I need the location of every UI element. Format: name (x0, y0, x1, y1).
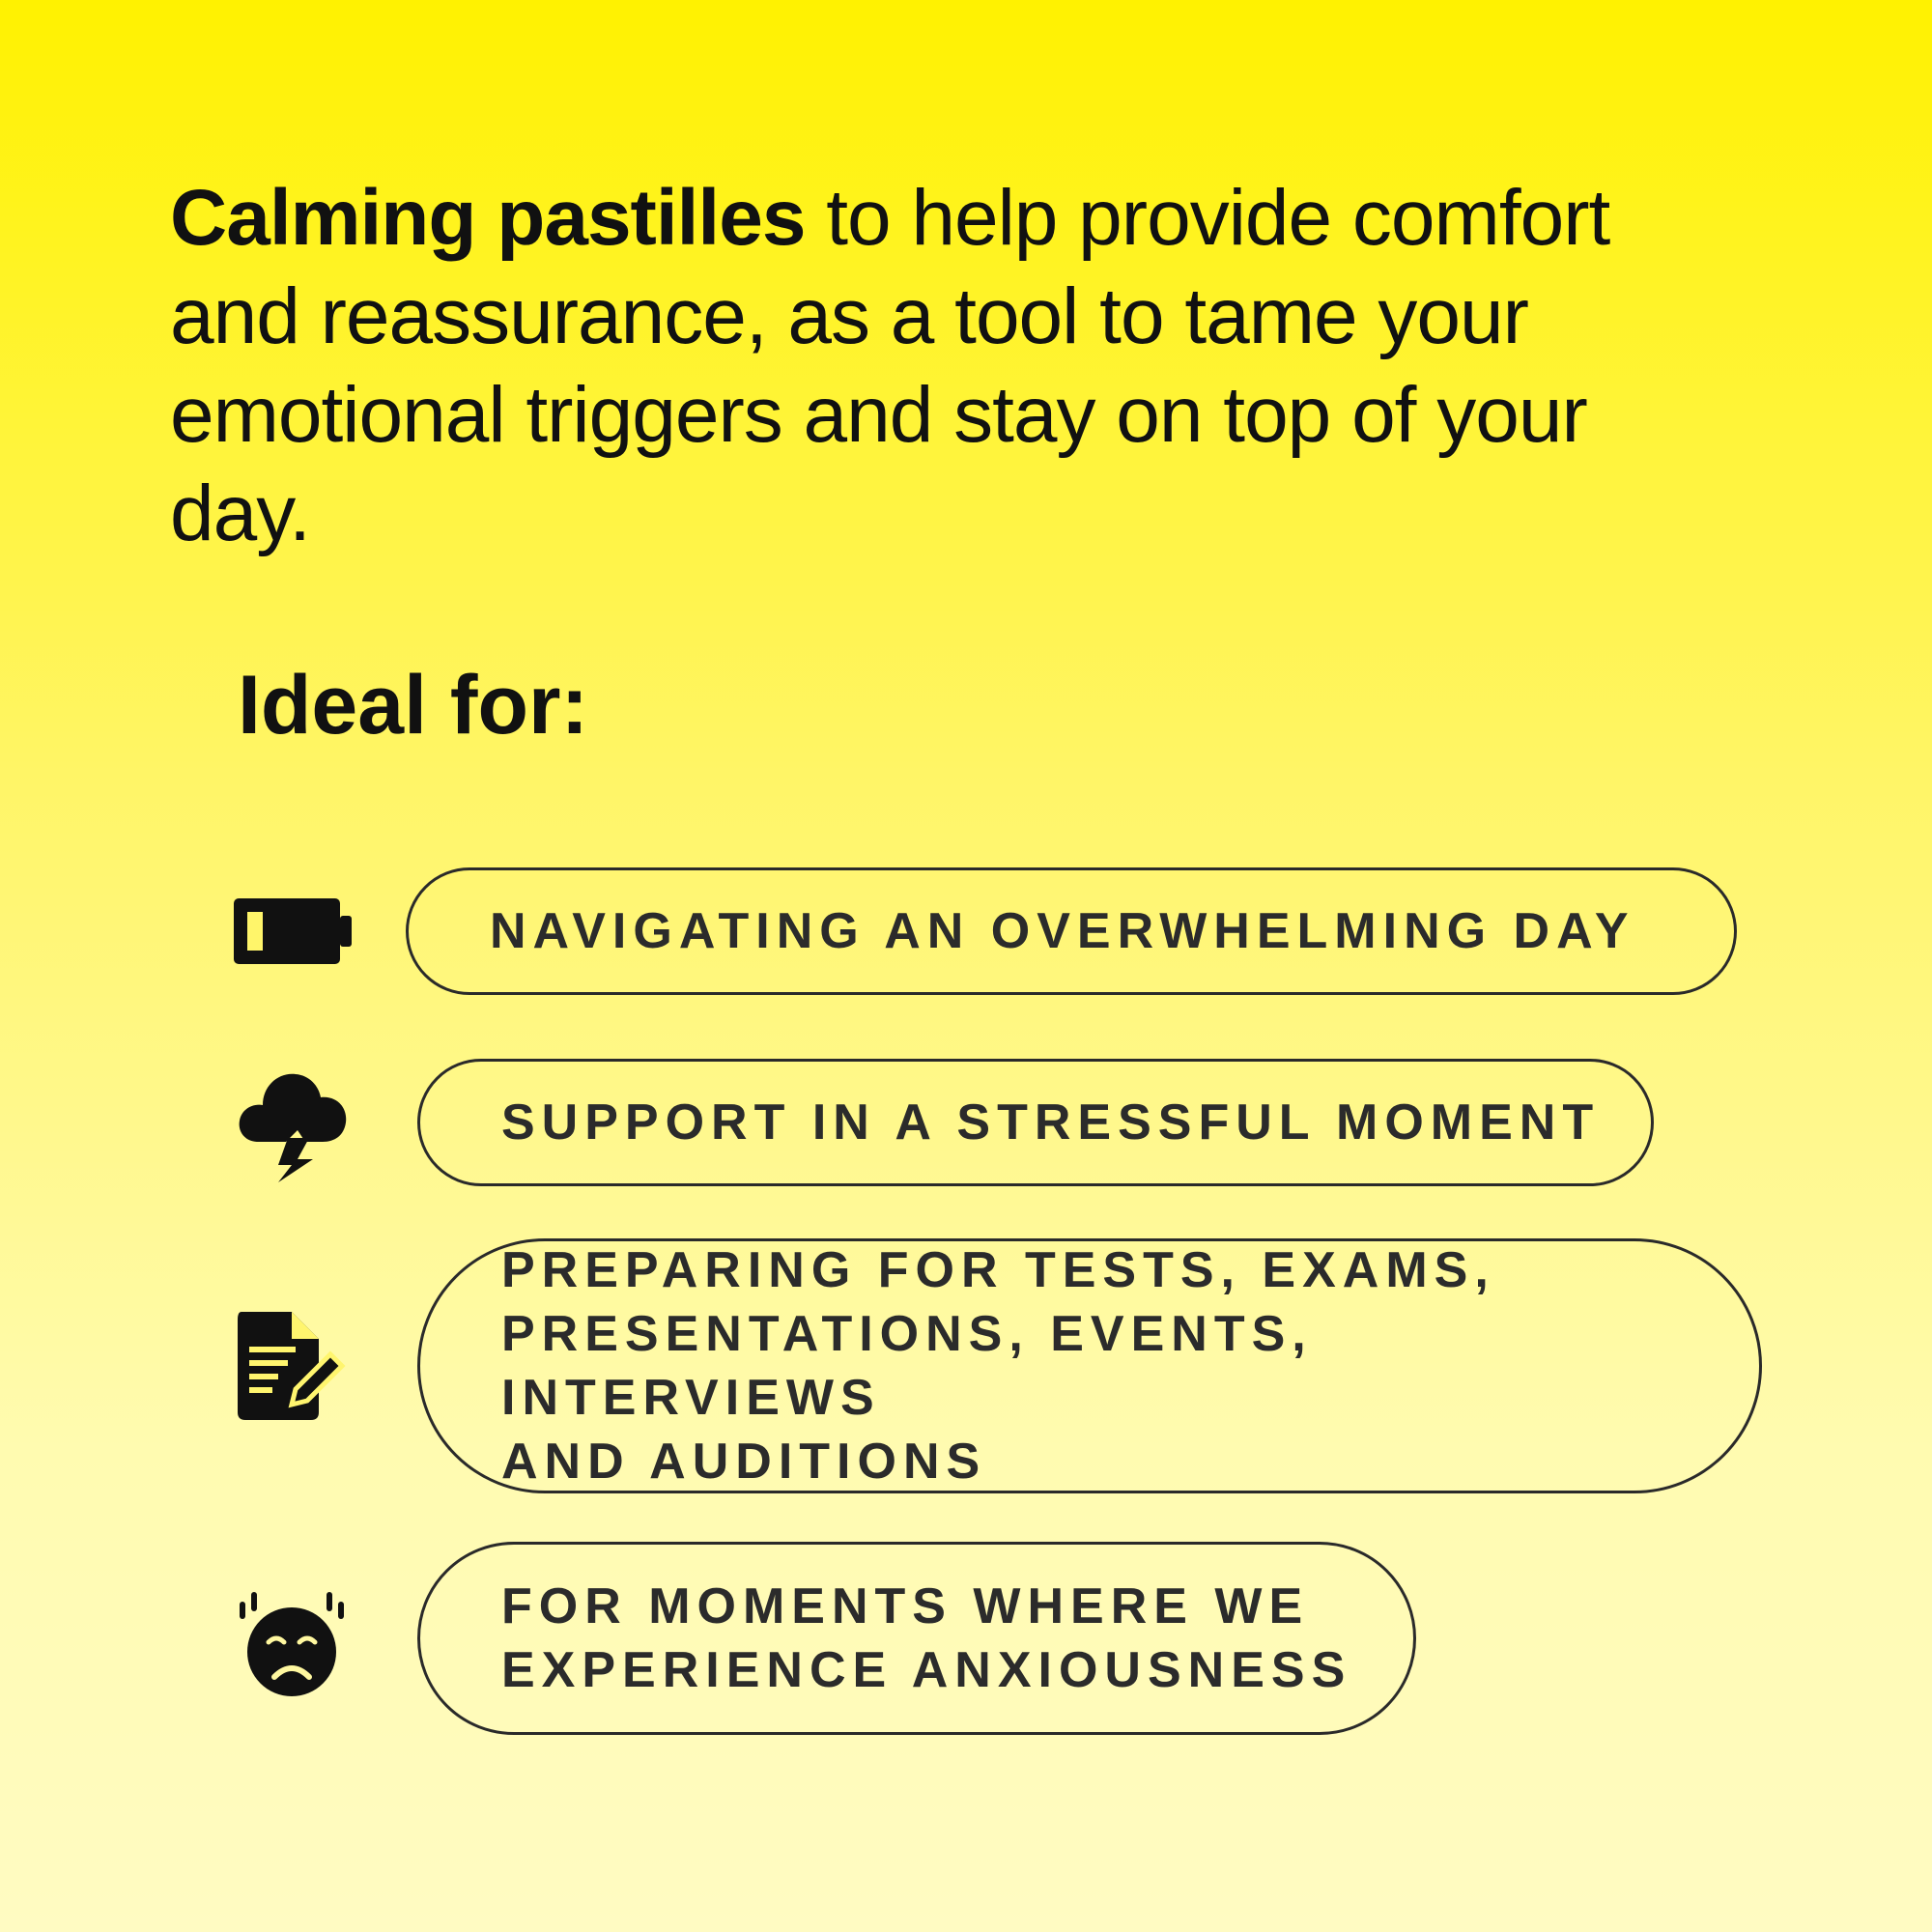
storm-cloud-icon (238, 1063, 348, 1182)
ideal-for-heading: Ideal for: (238, 659, 589, 752)
document-pen-icon (238, 1312, 348, 1420)
ideal-item-label: PREPARING FOR TESTS, EXAMS, PRESENTATIONS, EVENTS, INTERVIEWS AND AUDITIONS (501, 1242, 1495, 1490)
ideal-item-label: NAVIGATING AN OVERWHELMING DAY (490, 903, 1635, 959)
ideal-item-label: FOR MOMENTS WHERE WE EXPERIENCE ANXIOUSNESS (501, 1578, 1352, 1698)
ideal-item-label: SUPPORT IN A STRESSFUL MOMENT (501, 1094, 1601, 1151)
low-battery-icon (234, 898, 352, 964)
ideal-item-tests-exams (417, 1238, 1762, 1493)
intro-text (170, 169, 1619, 563)
intro-bold: Calming pastilles (170, 174, 806, 262)
anxious-face-icon (238, 1584, 346, 1698)
ideal-item-stressful-moment (417, 1059, 1654, 1186)
ideal-item-anxiousness (417, 1542, 1416, 1735)
ideal-item-overwhelming-day (406, 867, 1737, 995)
intro-rest: to help provide comfort and reassurance, as a tool to tame your emotional triggers and stay on top of your day. (170, 174, 1610, 557)
